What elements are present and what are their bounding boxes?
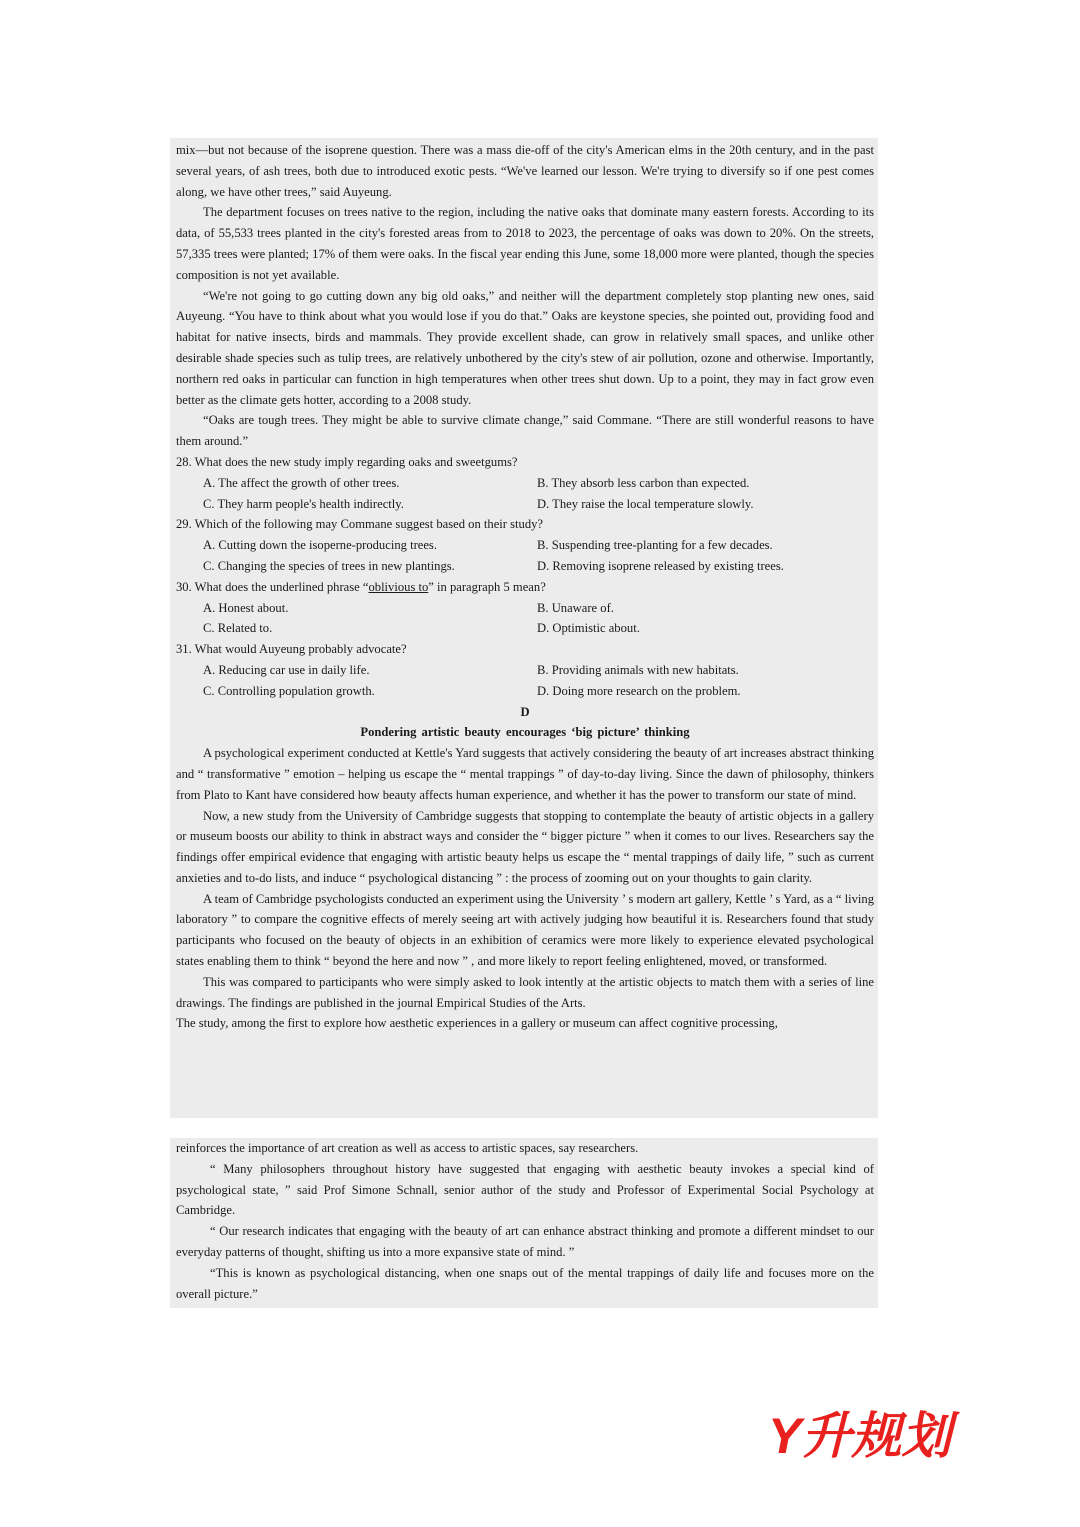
option-c: C. Controlling population growth. <box>203 683 375 698</box>
passage-paragraph: “We're not going to go cutting down any big old oaks,” and neither will the department completely stop planting new ones, said Auyeung. “You have to think about what you would lose if you do that.” Oaks are keystone species, she pointed out, providing food and habitat for native insects, birds and mammals. They provide excellent shade, can grow in relatively small spaces, and unlike other desirable shade species such as tulip trees, are relatively unbothered by the city's stew of air pollution, ozone and otherwise. Importantly, northern red oaks in particular can function in high temperatures when other trees shut down. Up to a point, they may in fact grow even better as the climate gets hotter, according to a 2008 study. <box>176 288 874 407</box>
option-a: A. Reducing car use in daily life. <box>203 662 370 677</box>
passage-paragraph: “Oaks are tough trees. They might be able to survive climate change,” said Commane. “There are still wonderful reasons to have them around.” <box>176 413 874 449</box>
quote-paragraph: “ Our research indicates that engaging with the beauty of art can enhance abstract thinking and promote a different mindset to our everyday patterns of thought, shifting us into a more expansive state of mind. ” <box>176 1224 874 1259</box>
option-d: D. They raise the local temperature slowly. <box>537 496 754 511</box>
question-stem <box>176 577 874 598</box>
passage-paragraph: mix—but not because of the isoprene question. There was a mass die-off of the city's American elms in the 20th century, and in the past several years, of ash trees, both due to introduced exotic pests. “We've learned our lesson. We're trying to diversify so if one pest comes along, we have other trees,” said Auyeung. <box>176 143 874 199</box>
option-c: C. Related to. <box>203 621 273 636</box>
option-c: C. Changing the species of trees in new plantings. <box>203 558 455 573</box>
option-b: B. Providing animals with new habitats. <box>537 662 739 677</box>
quote-paragraph: “ Many philosophers throughout history have suggested that engaging with aesthetic beauty invokes a special kind of psychological state, ” said Prof Simone Schnall, senior author of the study and Professor of Experimental Social Psychology at Cambridge. <box>176 1161 874 1218</box>
passage-paragraph: The department focuses on trees native to the region, including the native oaks that dominate many eastern forests. According to its data, of 55,533 trees planted in the city's forested areas from to 2018 to 2023, the percentage of oaks was down to 20%. On the streets, 57,335 trees were planted; 17% of them were oaks. In the fiscal year ending this June, some 18,000 more were planted, though the species composition is not yet available. <box>176 205 874 282</box>
article-paragraph: This was compared to participants who were simply asked to look intently at the artistic objects to match them with a series of line drawings. The findings are published in the journal Empirical Studies of the Arts. <box>176 974 874 1010</box>
question-options <box>176 535 874 577</box>
reading-passage-lower <box>176 1138 874 1304</box>
option-a: A. Honest about. <box>203 600 289 615</box>
article-title: Pondering artistic beauty encourages ‘big picture’ thinking <box>360 725 690 740</box>
option-b: B. Suspending tree-planting for a few decades. <box>537 538 773 553</box>
article-paragraph: Now, a new study from the University of Cambridge suggests that stopping to contemplate the beauty of artistic objects in a gallery or museum boosts our ability to think in abstract ways and consider the “ bigger picture ” when it comes to our lives. Researchers say the findings offer empirical evidence that engaging with artistic beauty helps us escape the “ mental trappings of daily life, ” such as current anxieties and to-do lists, and induce “ psychological distancing ” : the process of zooming out on your thoughts to gain clarity. <box>176 808 874 885</box>
article-paragraph: A team of Cambridge psychologists conducted an experiment using the University ’ s modern art gallery, Kettle ’ s Yard, as a “ living laboratory ” to compare the cognitive effects of merely seeing art with actively judging how beautiful it is. Researchers found that study participants who focused on the beauty of objects in an exhibition of ceramics were more likely to experience elevated psychological states enabling them to think “ beyond the here and now ” , and more likely to report feeling enlightened, moved, or transformed. <box>176 891 874 969</box>
question-29 <box>176 514 874 576</box>
question-31 <box>176 639 874 701</box>
section-letter: D <box>520 704 530 719</box>
option-a: A. The affect the growth of other trees. <box>203 475 400 490</box>
option-d: D. Optimistic about. <box>537 621 640 636</box>
brand-logo-text: Y升规划 <box>768 1408 952 1462</box>
option-c: C. They harm people's health indirectly. <box>203 496 404 511</box>
question-stem: 28. What does the new study imply regarding oaks and sweetgums? <box>176 454 518 469</box>
question-stem-start: 30. What does the underlined phrase “ <box>176 579 369 594</box>
brand-logo-image <box>768 1404 1008 1462</box>
question-options <box>176 598 874 640</box>
option-d: D. Doing more research on the problem. <box>537 683 741 698</box>
article-paragraph: A psychological experiment conducted at Kettle's Yard suggests that actively considering the beauty of art increases abstract thinking and “ transformative ” emotion – helping us escape the “ mental trappings ” of day-to-day living. Since the dawn of philosophy, thinkers from Plato to Kant have considered how beauty affects human experience, and whether it has the power to transform our state of mind. <box>176 746 874 802</box>
question-28 <box>176 452 874 514</box>
brand-logo <box>768 1404 1008 1462</box>
question-options <box>176 473 874 515</box>
question-options <box>176 660 874 702</box>
reading-passage-upper <box>176 140 874 1034</box>
question-stem: 29. Which of the following may Commane suggest based on their study? <box>176 517 544 532</box>
option-d: D. Removing isoprene released by existing trees. <box>537 558 784 573</box>
question-30 <box>176 577 874 639</box>
option-a: A. Cutting down the isoperne-producing trees. <box>203 538 437 553</box>
option-b: B. Unaware of. <box>537 600 614 615</box>
question-stem-end: ” in paragraph 5 mean? <box>428 579 546 594</box>
option-b: B. They absorb less carbon than expected. <box>537 475 750 490</box>
quote-paragraph: “This is known as psychological distancing, when one snaps out of the mental trappings of daily life and focuses more on the overall picture.” <box>176 1265 874 1301</box>
question-stem: 31. What would Auyeung probably advocate? <box>176 642 407 657</box>
article-paragraph: The study, among the first to explore how aesthetic experiences in a gallery or museum can affect cognitive processing, <box>176 1016 778 1031</box>
passage-continuation: reinforces the importance of art creation as well as access to artistic spaces, say researchers. <box>176 1141 639 1155</box>
underlined-phrase: oblivious to <box>368 579 429 594</box>
